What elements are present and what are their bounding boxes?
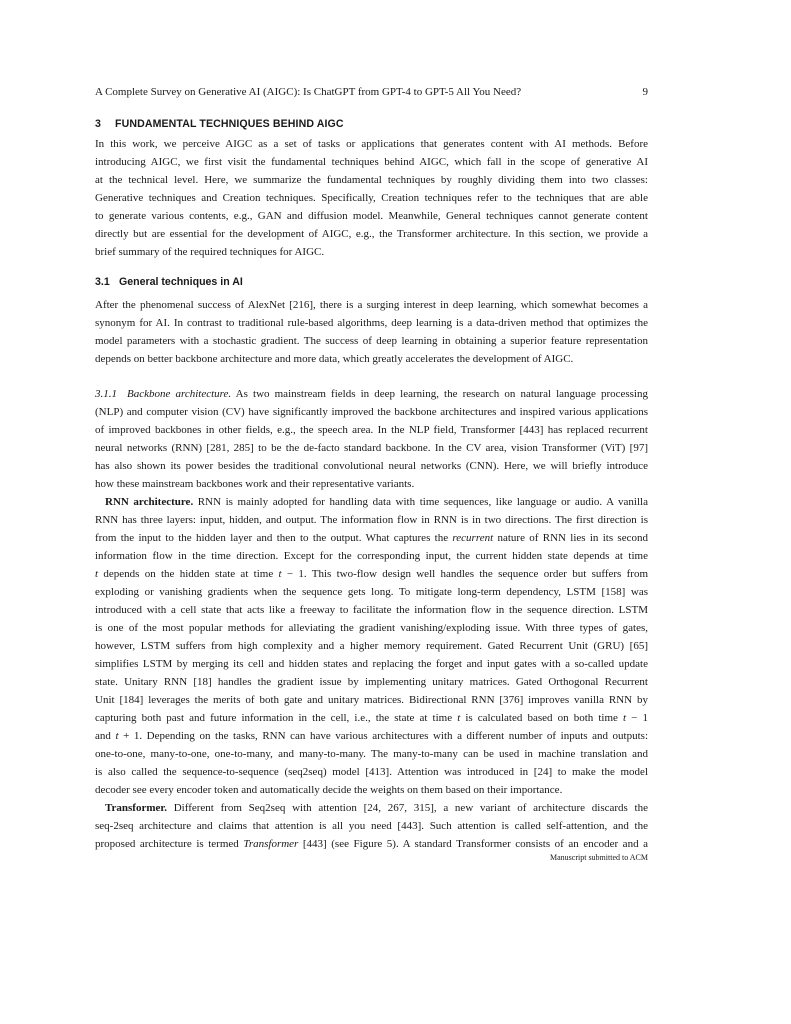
text-line (95, 475, 648, 493)
line-text: is also called the sequence-to-sequence (seq2seq) model [413]. Attention was introduced in [24] to make the model (95, 766, 648, 778)
text-line (95, 619, 648, 637)
line-text: however, LSTM suffers from high complexity and a higher memory requirement. Gated Recurrent Unit (GRU) [65] (95, 640, 648, 652)
line-text: and (95, 730, 116, 742)
line-text: model parameters with a stochastic gradient. The success of deep learning in obtaining a superior feature representation (95, 335, 648, 347)
run-in-heading: RNN architecture. (105, 496, 194, 508)
line-text: to generate various contents, e.g., GAN and diffusion model. Meanwhile, General techniques cannot generate content (95, 210, 648, 222)
paragraph-rnn-architecture (95, 493, 648, 799)
text-line (95, 296, 648, 314)
run-in-heading: Transformer. (105, 802, 168, 814)
italic-text: t (95, 568, 99, 580)
text-line (95, 511, 648, 529)
line-text: Different from Seq2seq with attention [24, 267, 315], a new variant of architecture discards the (167, 802, 648, 814)
subsection-title: General techniques in AI (119, 276, 243, 288)
paragraph-backbone-architecture (95, 385, 648, 493)
line-text: of improved backbones in other fields, e.g., the speech area. In the NLP field, Transformer [443] has replaced recurrent (95, 424, 648, 436)
text-line (95, 583, 648, 601)
line-text: − 1. This two-flow design well handles the sequence order but suffers from (281, 568, 648, 580)
text-line (95, 565, 648, 583)
line-text: decoder see every encoder token and automatically decide the weights on them based on their importance. (95, 784, 563, 796)
line-text: state. Unitary RNN [18] handles the gradient issue by implementing unitary matrices. Gated Orthogonal Recurrent (95, 676, 648, 688)
line-text: After the phenomenal success of AlexNet [216], there is a surging interest in deep learning, which somewhat becomes a (95, 299, 648, 311)
line-text: − 1 (626, 712, 648, 724)
line-text: In this work, we perceive AIGC as a set of tasks or applications that generates content with AI methods. Before (95, 138, 648, 150)
line-text: nature of RNN lies in its second (493, 532, 648, 544)
line-text: brief summary of the required techniques for AIGC. (95, 246, 325, 258)
line-text: seq-2seq architecture and claims that attention is all you need [443]. Such attention is called self-attention, and the (95, 820, 648, 832)
text-line (95, 817, 648, 835)
line-text: [443] (see Figure 5). A standard Transformer consists of an encoder and a (298, 838, 648, 850)
italic-text: t (623, 712, 627, 724)
text-line (95, 189, 648, 207)
text-line (95, 835, 648, 853)
line-text: + 1. Depending on the tasks, RNN can have various architectures with a different number of inputs and outputs: (118, 730, 648, 742)
running-head-title: A Complete Survey on Generative AI (AIGC): Is ChatGPT from GPT-4 to GPT-5 All You Need? (95, 86, 522, 98)
line-text: from the input to the hidden layer and then to the output. What captures the (95, 532, 453, 544)
italic-text: t (115, 730, 119, 742)
line-text: how these mainstream backbones work and their representative variants. (95, 478, 415, 490)
text-line (95, 601, 648, 619)
line-text: at the technical level. Here, we summarize the fundamental techniques by roughly dividing them into two classes: (95, 174, 648, 186)
line-text: neural networks (RNN) [281, 285] to be the de-facto standard backbone. In the CV area, vision Transformer (ViT) [97] (95, 442, 648, 454)
italic-text: t (278, 568, 282, 580)
line-text: RNN has three layers: input, hidden, and output. The information flow in RNN is in two directions. The first direction is (95, 514, 648, 526)
line-text: information flow in the time direction. Except for the corresponding input, the current hidden state depends at time (95, 550, 648, 562)
line-text: proposed architecture is termed (95, 838, 244, 850)
italic-text: 3.1.1 (95, 388, 117, 400)
line-text: is calculated based on both time (460, 712, 624, 724)
line-text: is one of the most popular methods for alleviating the gradient vanishing/exploding issue. With three types of gates, (95, 622, 648, 634)
line-text: As two mainstream fields in deep learning, the research on natural language processing (231, 388, 648, 400)
text-line (95, 547, 648, 565)
text-line (95, 673, 648, 691)
line-text: has also shown its power besides the traditional convolutional neural networks (CNN). Here, we will briefly introduce (95, 460, 648, 472)
page-number: 9 (642, 86, 648, 98)
text-line (95, 655, 648, 673)
text-line (95, 332, 648, 350)
line-text: depends on the hidden state at time (98, 568, 279, 580)
text-line (95, 637, 648, 655)
line-text: simplifies LSTM by merging its cell and hidden states and replacing the forget and input gates with a so-called update (95, 658, 648, 670)
text-line (95, 350, 648, 368)
text-line (95, 745, 648, 763)
text-line (95, 529, 648, 547)
text-line (95, 153, 648, 171)
line-text: (NLP) and computer vision (CV) have significantly improved the backbone architectures and inspired various applications (95, 406, 648, 418)
text-line (95, 225, 648, 243)
line-text: introduced with a cell state that acts like a freeway to facilitate the information flow in the sequence direction. LSTM (95, 604, 648, 616)
text-line (95, 799, 648, 817)
text-line (95, 781, 648, 799)
italic-text: Transformer (243, 838, 299, 850)
subsection-number: 3.1 (95, 276, 110, 288)
text-line (95, 763, 648, 781)
italic-text: Backbone architecture. (127, 388, 232, 400)
text-line (95, 243, 648, 261)
text-line (95, 385, 648, 403)
line-text: Unit [184] leverages the merits of both gate and unitary matrices. Bidirectional RNN [376] improves vanilla RNN by (95, 694, 648, 706)
footer-manuscript-note: Manuscript submitted to ACM (550, 853, 648, 862)
text-line (95, 421, 648, 439)
text-line (95, 691, 648, 709)
text-line (95, 171, 648, 189)
text-line (95, 493, 648, 511)
section-heading (95, 116, 344, 132)
italic-text: recurrent (452, 532, 494, 544)
paragraph-general-techniques (95, 296, 648, 368)
line-text: exploding or vanishing gradients when the sequence gets long. To mitigate long-term dependency, LSTM [158] was (95, 586, 648, 598)
italic-text: t (457, 712, 461, 724)
text-line (95, 135, 648, 153)
subsection-heading (95, 274, 243, 290)
line-text: introducing AIGC, we first visit the fundamental techniques behind AIGC, which fall in the scope of generative AI (95, 156, 648, 168)
text-line (95, 727, 648, 745)
line-text: RNN is mainly adopted for handling data with time sequences, like language or audio. A vanilla (193, 496, 648, 508)
section-title: FUNDAMENTAL TECHNIQUES BEHIND AIGC (115, 118, 344, 130)
line-text: Generative techniques and Creation techniques. Specifically, Creation techniques refer to the techniques that are able (95, 192, 648, 204)
text-line (95, 709, 648, 727)
line-text: depends on better backbone architecture and more data, which greatly accelerates the development of AIGC. (95, 353, 574, 365)
text-line (95, 439, 648, 457)
text-line (95, 314, 648, 332)
text-line (95, 207, 648, 225)
line-text: synonym for AI. In contrast to traditional rule-based algorithms, deep learning is a data-driven method that optimizes the (95, 317, 648, 329)
line-text: capturing both past and future information in the cell, i.e., the state at time (95, 712, 458, 724)
line-text: directly but are essential for the development of AIGC, e.g., the Transformer architecture. In this section, we provide a (95, 228, 648, 240)
paragraph-transformer (95, 799, 648, 853)
paragraph-intro (95, 135, 648, 261)
text-line (95, 403, 648, 421)
section-number: 3 (95, 118, 101, 130)
running-head (95, 84, 648, 100)
line-text: one-to-one, many-to-one, one-to-many, and many-to-many. The many-to-many can be used in machine translation and (95, 748, 648, 760)
text-line (95, 457, 648, 475)
